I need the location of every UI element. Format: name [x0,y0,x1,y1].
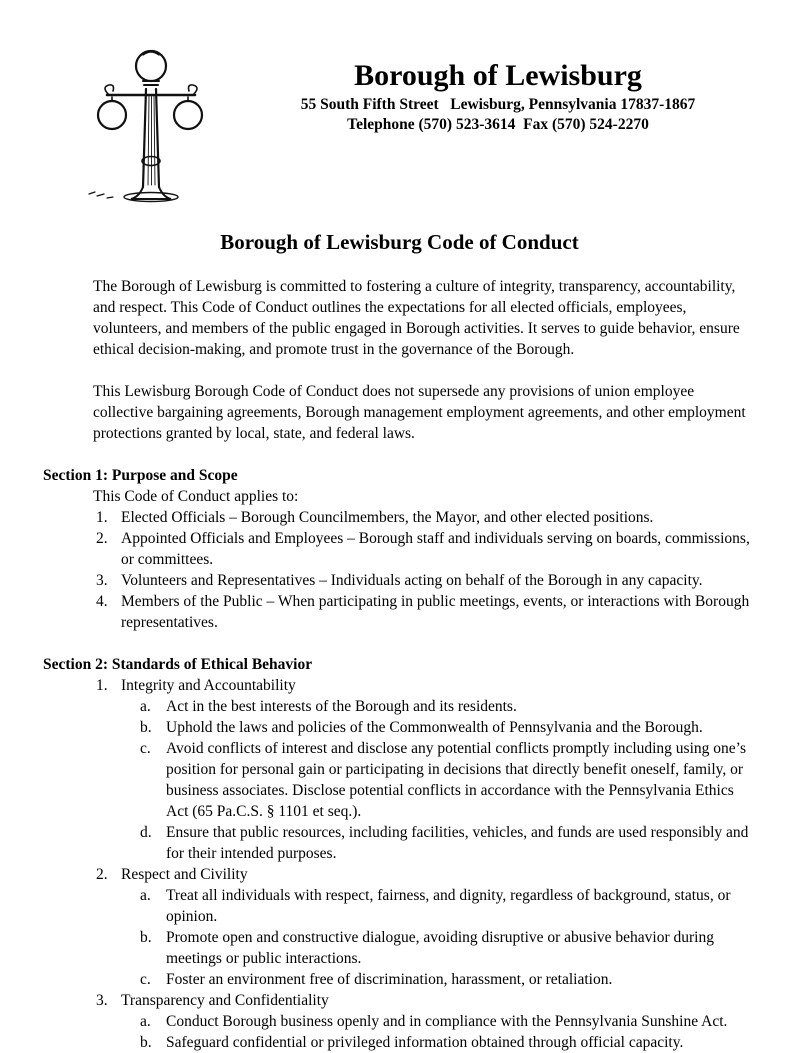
list-item-text: Volunteers and Representatives – Individuals acting on behalf of the Borough in any capacity. [121,572,703,589]
sub-list-item-label: a. [140,887,151,904]
list-item [96,591,756,633]
sub-list-item [140,927,756,969]
sub-list-item [140,969,756,990]
sub-list-item-label: a. [140,698,151,715]
list-item-text: Respect and Civility [121,866,248,883]
sub-list-item-text: Safeguard confidential or privileged information obtained through official capacity. [166,1034,684,1051]
sub-list-item-label: c. [140,740,151,757]
section-1-heading: Section 1: Purpose and Scope [43,467,238,484]
letterhead-text [263,45,733,135]
list-item [96,528,756,570]
sub-list-item [140,717,756,738]
sub-list-item-label: c. [140,971,151,988]
sub-list-item-label: b. [140,929,152,946]
intro-paragraph-2: This Lewisburg Borough Code of Conduct does not supersede any provisions of union employee collective bargaining agreements, Borough management employment agreements, and other employment protections granted by local, state, and federal laws. [93,383,746,442]
sub-list-item [140,885,756,927]
list-item-label: 1. [96,677,108,694]
list-item-text: Elected Officials – Borough Councilmembers, the Mayor, and other elected positions. [121,509,654,526]
org-phone: Telephone (570) 523-3614 Fax (570) 524-2270 [347,116,649,133]
sub-list-item-label: b. [140,1034,152,1051]
sub-list-item-text: Foster an environment free of discrimination, harassment, or retaliation. [166,971,613,988]
list-item [96,990,756,1011]
list-item [96,675,756,696]
letterhead [43,45,756,205]
list-item-label: 3. [96,992,108,1009]
sub-list-item [140,696,756,717]
sub-list-item [140,738,756,822]
org-name: Borough of Lewisburg [354,59,642,92]
page-title: Borough of Lewisburg Code of Conduct [220,230,579,254]
intro-paragraph-1: The Borough of Lewisburg is committed to fostering a culture of integrity, transparency, accountability, and respect. This Code of Conduct outlines the expectations for all elected officials, employees, volunteers, and members of the public engaged in Borough activities. It serves to guide behavior, ensure ethical decision-making, and promote trust in the governance of the Borough. [93,278,740,358]
section-2-heading: Section 2: Standards of Ethical Behavior [43,656,313,673]
list-item-text: Members of the Public – When participating in public meetings, events, or interactions with Borough representatives. [121,593,750,631]
sub-list-item-label: d. [140,824,152,841]
list-item-label: 2. [96,866,108,883]
list-item-label: 2. [96,530,108,547]
list-item-label: 1. [96,509,108,526]
list-item-text: Appointed Officials and Employees – Borough staff and individuals serving on boards, commissions, or committees. [121,530,750,568]
list-item-label: 3. [96,572,108,589]
sub-list-item-text: Ensure that public resources, including facilities, vehicles, and funds are used responsibly and for their intended purposes. [166,824,749,862]
sub-list-item-text: Promote open and constructive dialogue, avoiding disruptive or abusive behavior during meetings or public interactions. [166,929,714,967]
sub-list-item-text: Treat all individuals with respect, fairness, and dignity, regardless of background, status, or opinion. [166,887,731,925]
sub-list-item-text: Act in the best interests of the Borough and its residents. [166,698,517,715]
org-address: 55 South Fifth Street Lewisburg, Pennsylvania 17837-1867 [300,96,696,113]
list-item [96,570,756,591]
sub-list-item-text: Avoid conflicts of interest and disclose any potential conflicts promptly including using one’s position for personal gain or participating in decisions that directly benefit oneself, family, or business associates. Disclose potential conflicts in accordance with the Pennsylvania Ethics Act (65 Pa.C.S. § 1101 et seq.). [166,740,746,820]
sub-list-item [140,1011,756,1032]
list-item [96,507,756,528]
sub-list-item-label: b. [140,719,152,736]
sub-list-item [140,1032,756,1053]
lamppost-logo-icon [85,45,215,203]
sub-list-item-text: Conduct Borough business openly and in compliance with the Pennsylvania Sunshine Act. [166,1013,728,1030]
list-item-label: 4. [96,593,108,610]
list-item-text: Transparency and Confidentiality [121,992,329,1009]
sub-list-item [140,822,756,864]
list-item-text: Integrity and Accountability [121,677,296,694]
sub-list-item-label: a. [140,1013,151,1030]
section-1-intro: This Code of Conduct applies to: [93,488,299,505]
sub-list-item-text: Uphold the laws and policies of the Commonwealth of Pennsylvania and the Borough. [166,719,703,736]
list-item [96,864,756,885]
